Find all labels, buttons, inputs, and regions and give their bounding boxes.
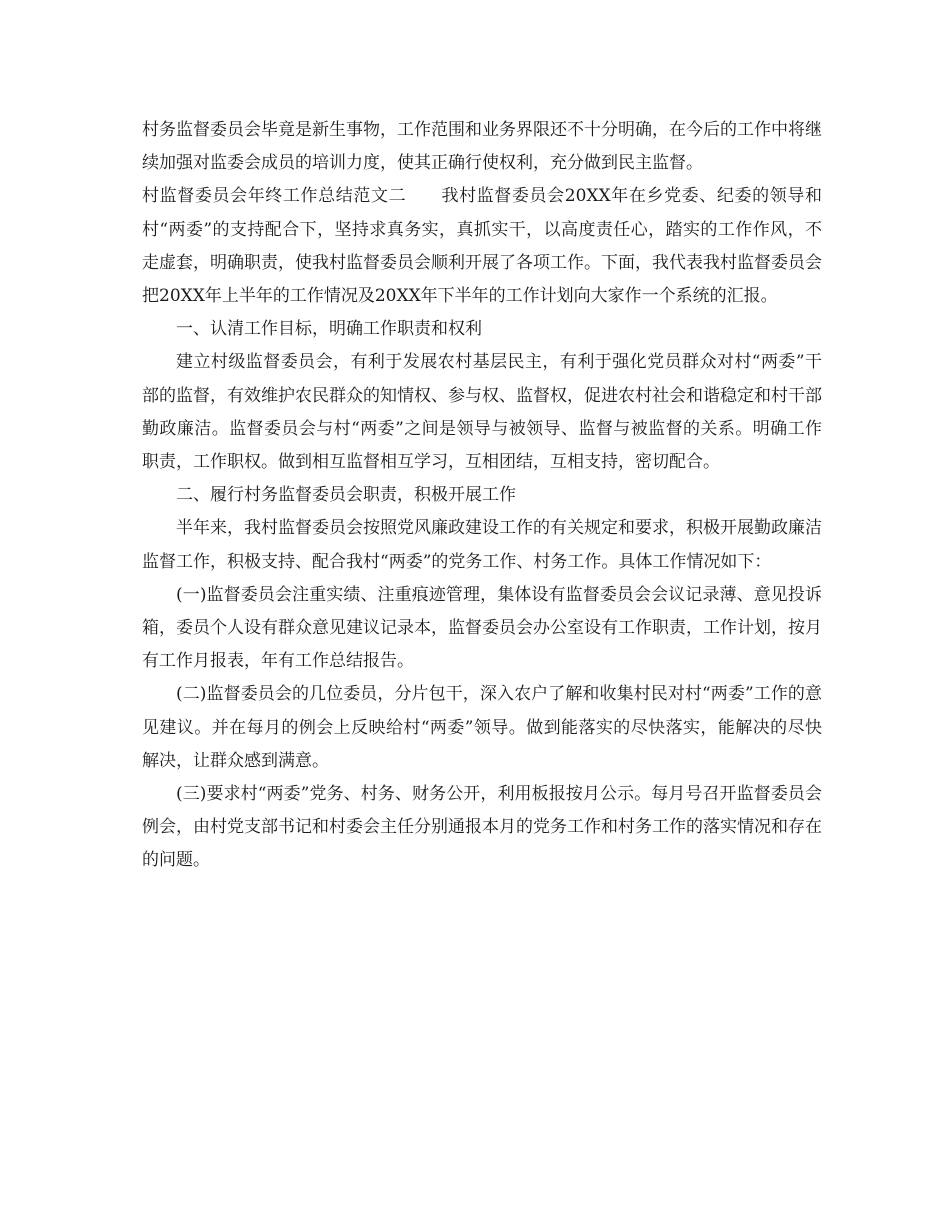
paragraph-item-three: (三)要求村“两委”党务、村务、财务公开，利用板报按月公示。每月号召开监督委员会例会，由村党支部书记和村委会主任分别通报本月的党务工作和村务工作的落实情况和存在的问题。 — [142, 784, 822, 871]
paragraph-item-two: (二)监督委员会的几位委员，分片包干，深入农户了解和收集村民对村“两委”工作的意见建议。并在每月的例会上反映给村“两委”领导。做到能落实的尽快落实，能解决的尽快解决，让群众感到满意。 — [142, 684, 822, 771]
document-page — [142, 114, 822, 878]
section-heading-two: 二、履行村务监督委员会职责，积极开展工作 — [176, 485, 516, 506]
paragraph-closing-note: 村务监督委员会毕竟是新生事物，工作范围和业务界限还不十分明确，在今后的工作中将继续加强对监委会成员的培训力度，使其正确行使权利，充分做到民主监督。 — [142, 120, 822, 174]
paragraph-item-one: (一)监督委员会注重实绩、注重痕迹管理，集体设有监督委员会会议记录薄、意见投诉箱，委员个人设有群众意见建议记录本，监督委员会办公室设有工作职责，工作计划，按月有工作月报表，年有工作总结报告。 — [142, 584, 822, 672]
section-heading-one: 一、认清工作目标，明确工作职责和权利 — [176, 319, 482, 340]
paragraph-title-and-intro: 村监督委员会年终工作总结范文二 我村监督委员会20XX年在乡党委、纪委的领导和村“两委”的支持配合下，坚持求真务实，真抓实干，以高度责任心，踏实的工作作风，不走虚套，明确职责，使我村监督委员会顺利开展了各项工作。下面，我代表我村监督委员会把20XX年上半年的工作情况及20XX年下半年的工作计划向大家作一个系统的汇报。 — [142, 186, 822, 307]
paragraph-section-two-intro: 半年来，我村监督委员会按照党风廉政建设工作的有关规定和要求，积极开展勤政廉洁监督工作，积极支持、配合我村“两委”的党务工作、村务工作。具体工作情况如下： — [142, 518, 822, 572]
paragraph-section-one-body: 建立村级监督委员会，有利于发展农村基层民主，有利于强化党员群众对村“两委”干部的监督，有效维护农民群众的知情权、参与权、监督权，促进农村社会和谐稳定和村干部勤政廉洁。监督委员会与村“两委”之间是领导与被领导、监督与被监督的关系。明确工作职责，工作职权。做到相互监督相互学习，互相团结，互相支持，密切配合。 — [142, 352, 822, 473]
